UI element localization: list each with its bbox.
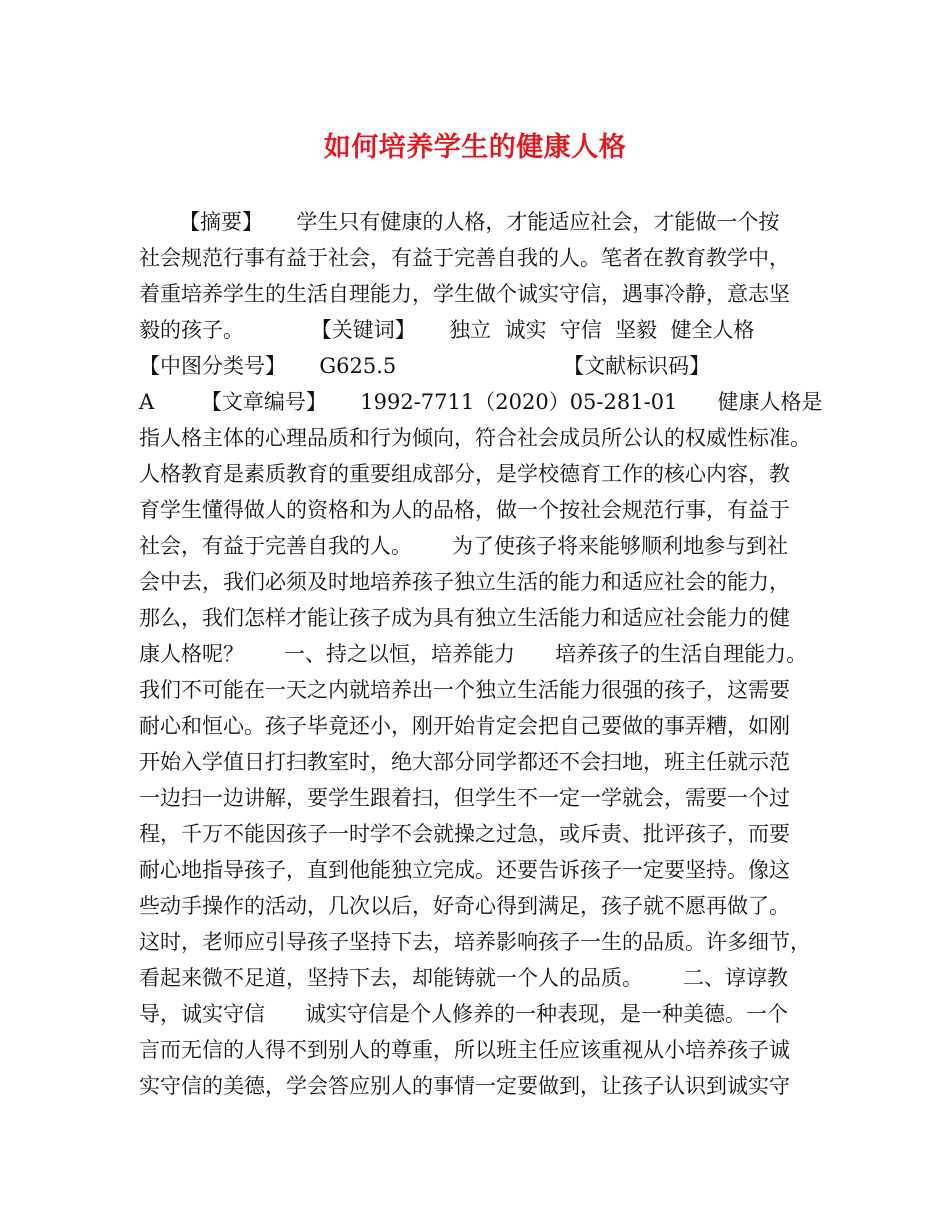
body-line: 毅的孩子。 【关键词】 独立 诚实 守信 坚毅 健全人格: [139, 318, 755, 342]
body-line: 些动手操作的活动，几次以后，好奇心得到满足，孩子就不愿再做了。: [139, 894, 790, 918]
body-line: 我们不可能在一天之内就培养出一个独立生活能力很强的孩子，这需要: [139, 678, 790, 702]
body-line: 那么，我们怎样才能让孩子成为具有独立生活能力和适应社会能力的健: [139, 606, 790, 630]
body-line: 【摘要】 学生只有健康的人格，才能适应社会，才能做一个按: [139, 210, 780, 234]
body-line: 开始入学值日打扫教室时，绝大部分同学都还不会扫地，班主任就示范: [139, 750, 790, 774]
body-line: 着重培养学生的生活自理能力，学生做个诚实守信，遇事冷静，意志坚: [139, 282, 790, 306]
body-line: 导，诚实守信 诚实守信是个人修养的一种表现，是一种美德。一个: [139, 1002, 789, 1026]
body-line: 【中图分类号】 G625.5 【文献标识码】: [139, 354, 711, 378]
body-line: 一边扫一边讲解，要学生跟着扫，但学生不一定一学就会，需要一个过: [139, 786, 790, 810]
body-line: 社会规范行事有益于社会，有益于完善自我的人。笔者在教育教学中，: [139, 246, 790, 270]
body-line: A 【文章编号】 1992-7711（2020）05-281-01 健康人格是: [139, 390, 823, 414]
body-line: 耐心地指导孩子，直到他能独立完成。还要告诉孩子一定要坚持。像这: [139, 858, 790, 882]
document-title: 如何培养学生的健康人格: [323, 132, 627, 163]
body-line: 耐心和恒心。孩子毕竟还小，刚开始肯定会把自己要做的事弄糟，如刚: [139, 714, 790, 738]
body-line: 言而无信的人得不到别人的尊重，所以班主任应该重视从小培养孩子诚: [139, 1038, 790, 1062]
body-line: 这时，老师应引导孩子坚持下去，培养影响孩子一生的品质。许多细节，: [139, 930, 811, 954]
body-line: 程，千万不能因孩子一时学不会就操之过急，或斥责、批评孩子，而要: [139, 822, 790, 846]
body-line: 社会，有益于完善自我的人。 为了使孩子将来能够顺利地参与到社: [139, 534, 789, 558]
body-line: 看起来微不足道，坚持下去，却能铸就一个人的品质。 二、谆谆教: [139, 966, 789, 990]
body-line: 会中去，我们必须及时地培养孩子独立生活的能力和适应社会的能力，: [139, 570, 790, 594]
body-line: 育学生懂得做人的资格和为人的品格，做一个按社会规范行事，有益于: [139, 498, 790, 522]
body-line: 指人格主体的心理品质和行为倾向，符合社会成员所公认的权威性标准。: [139, 426, 811, 450]
body-line: 实守信的美德，学会答应别人的事情一定要做到，让孩子认识到诚实守: [139, 1074, 790, 1098]
body-line: 人格教育是素质教育的重要组成部分，是学校德育工作的核心内容，教: [139, 462, 790, 486]
body-line: 康人格呢？ 一、持之以恒，培养能力 培养孩子的生活自理能力。: [139, 642, 808, 666]
